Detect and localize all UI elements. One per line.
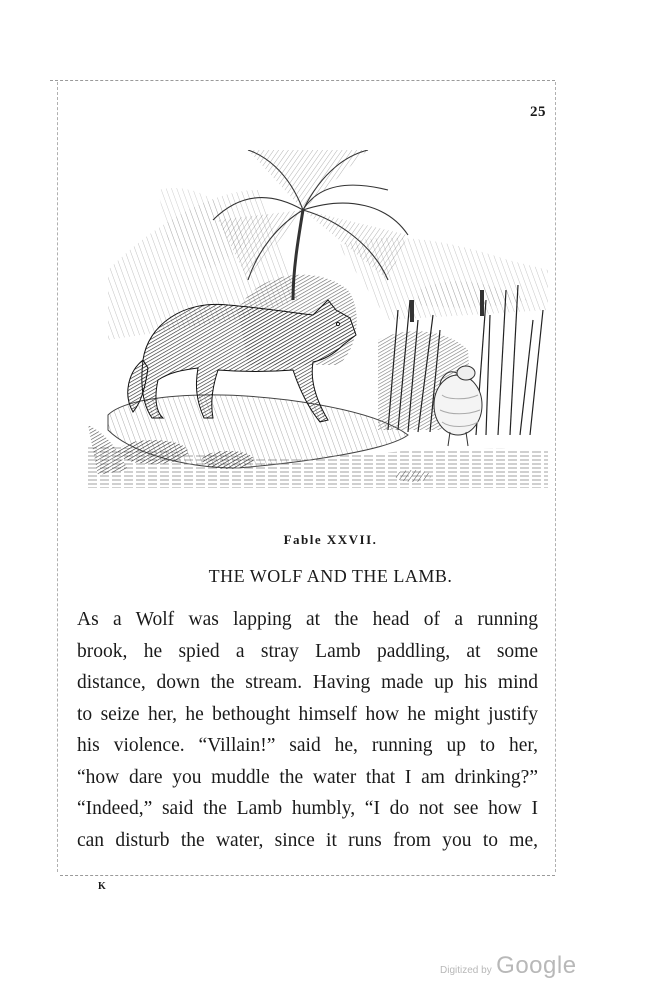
fable-body xyxy=(77,604,538,856)
left-rule xyxy=(57,82,58,872)
watermark-brand: Google xyxy=(496,952,577,979)
body-line: to seize her, he bethought himself how he might justify xyxy=(77,703,538,725)
fable-number: Fable XXVII. xyxy=(283,532,378,547)
body-line: his violence. “Villain!” said he, running up to her, xyxy=(77,735,538,756)
body-line: As a Wolf was lapping at the head of a running xyxy=(77,609,538,630)
fable-title: THE WOLF AND THE LAMB. xyxy=(208,566,453,586)
signature-mark: K xyxy=(98,881,106,892)
body-line: distance, down the stream. Having made up his mind xyxy=(77,672,538,693)
body-line: brook, he spied a stray Lamb paddling, at some xyxy=(77,640,538,662)
body-line: can disturb the water, since it runs from you to me, xyxy=(77,829,538,851)
wolf-and-lamb-illustration xyxy=(88,150,548,495)
digitized-watermark xyxy=(440,952,577,980)
bottom-rule xyxy=(60,875,555,876)
body-line: “how dare you muddle the water that I am drinking?” xyxy=(77,766,538,788)
body-line: “Indeed,” said the Lamb humbly, “I do not see how I xyxy=(77,798,538,819)
watermark-prefix: Digitized by xyxy=(440,965,492,976)
page-number: 25 xyxy=(530,104,546,120)
right-rule xyxy=(555,82,556,872)
top-rule xyxy=(50,80,555,81)
